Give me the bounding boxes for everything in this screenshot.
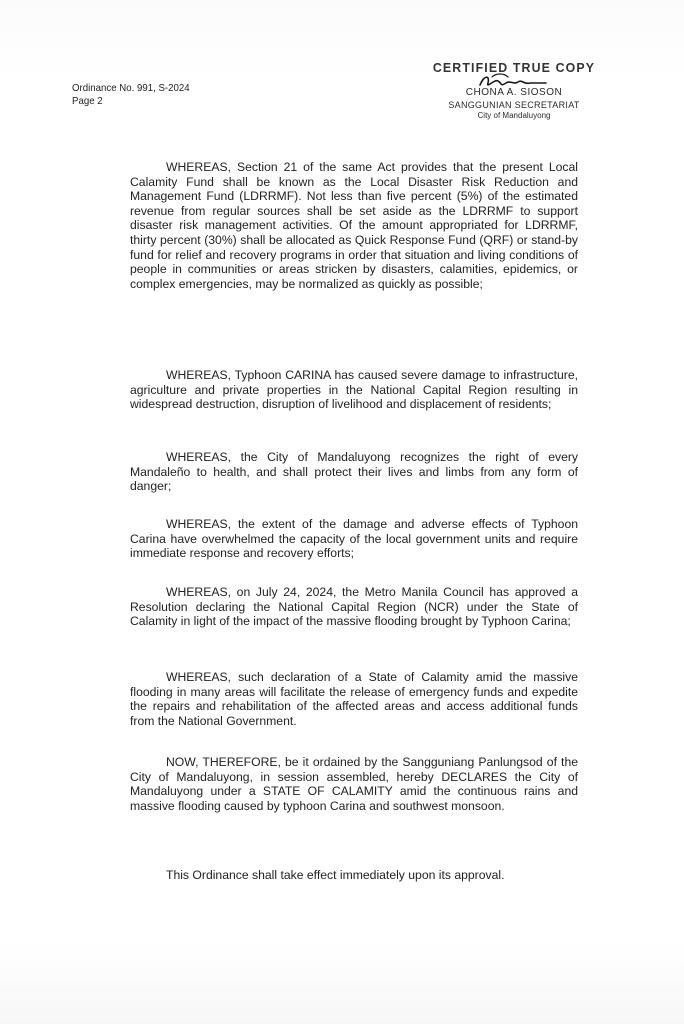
whereas-typhoon-damage-paragraph: WHEREAS, Typhoon CARINA has caused severe damage to infrastructure, agriculture and private properties in the National Capital Region resulting in widespread destruction, disruption of livelihood and displacement of residents; — [130, 368, 578, 412]
stamp-city: City of Mandaluyong — [477, 111, 551, 120]
whereas-mmc-resolution-paragraph: WHEREAS, on July 24, 2024, the Metro Manila Council has approved a Resolution declaring the National Capital Region (NCR) under the State of Calamity in light of the impact of the massive flooding brought by Typhoon Carina; — [130, 585, 578, 629]
now-therefore-paragraph: NOW, THEREFORE, be it ordained by the Sangguniang Panlungsod of the City of Mandaluyong, in session assembled, hereby DECLARES the City of Mandaluyong under a STATE OF CALAMITY amid the continuous rains and massive flooding caused by typhoon Carina and southwest monsoon. — [130, 755, 578, 813]
whereas-emergency-funds-paragraph: WHEREAS, such declaration of a State of Calamity amid the massive flooding in many areas will facilitate the release of emergency funds and expedite the repairs and rehabilitation of the affected areas and access additional funds from the National Government. — [130, 670, 578, 728]
page-header — [72, 82, 190, 108]
stamp-title: CERTIFIED TRUE COPY — [432, 60, 596, 75]
certified-true-copy-stamp — [414, 60, 614, 120]
whereas-overwhelmed-capacity-paragraph: WHEREAS, the extent of the damage and adverse effects of Typhoon Carina have overwhelmed the capacity of the local government units and require immediate response and recovery efforts; — [130, 517, 578, 561]
whereas-section-21-paragraph: WHEREAS, Section 21 of the same Act provides that the present Local Calamity Fund shall be known as the Local Disaster Risk Reduction and Management Fund (LDRRMF). Not less than five percent (5%) of the estimated revenue from regular sources shall be set aside as the LDRRMF to support disaster risk management activities. Of the amount appropriated for LDRRMF, thirty percent (30%) shall be allocated as Quick Response Fund (QRF) or stand-by fund for relief and recovery programs in order that situation and living conditions of people in communities or areas stricken by disasters, calamities, epidemics, or complex emergencies, may be normalized as quickly as possible; — [130, 160, 578, 291]
whereas-right-to-health-paragraph: WHEREAS, the City of Mandaluyong recognizes the right of every Mandaleño to health, and shall protect their lives and limbs from any form of danger; — [130, 450, 578, 494]
stamp-signatory-name: CHONA A. SIOSON — [465, 87, 563, 98]
stamp-office: SANGGUNIAN SECRETARIAT — [448, 100, 580, 110]
ordinance-number: Ordinance No. 991, S-2024 — [72, 82, 190, 94]
page-number: Page 2 — [72, 95, 103, 107]
effectivity-clause: This Ordinance shall take effect immediately upon its approval. — [166, 868, 505, 882]
